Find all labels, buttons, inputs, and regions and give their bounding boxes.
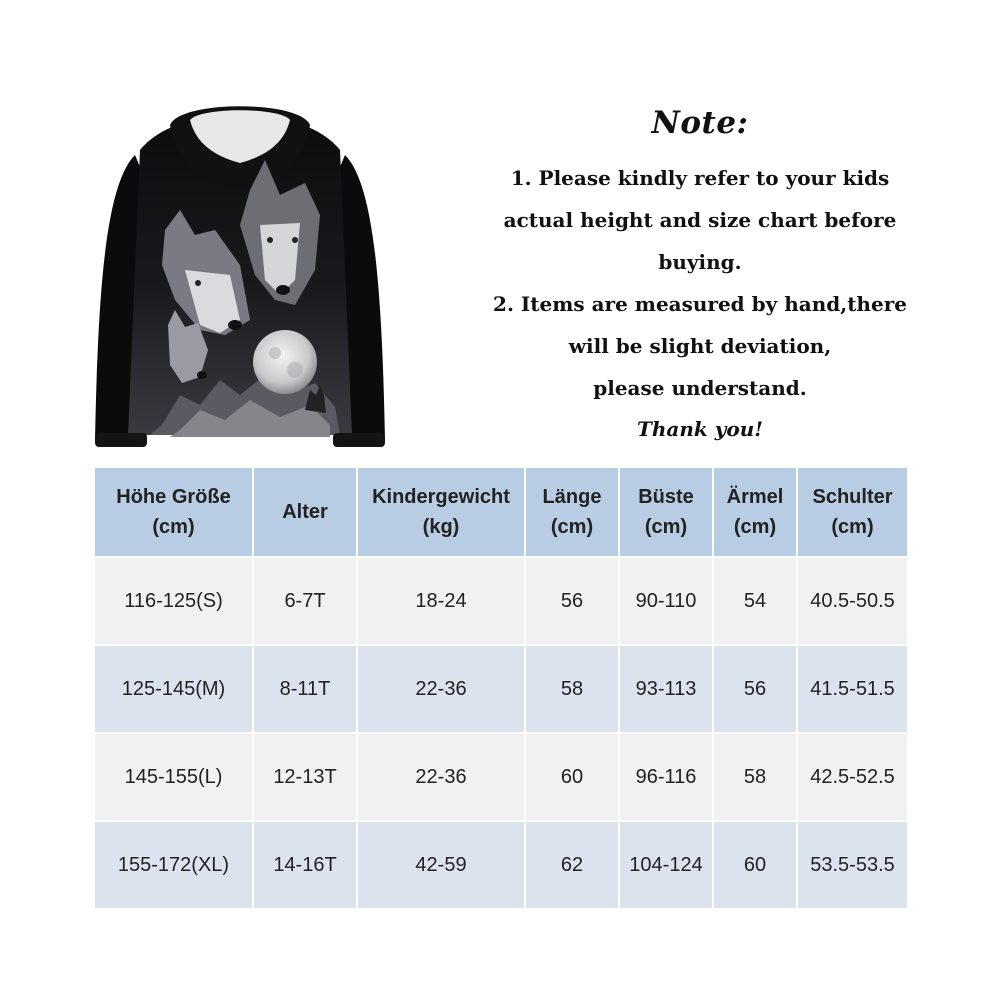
table-cell: 145-155(L): [95, 733, 253, 821]
table-cell: 104-124: [619, 821, 713, 908]
table-cell: 58: [713, 733, 797, 821]
table-cell: 96-116: [619, 733, 713, 821]
wolf-hoodie-illustration: [90, 95, 390, 450]
header-cell-length: [525, 468, 619, 557]
note-thanks: Thank you!: [636, 417, 764, 441]
table-row: [95, 733, 907, 821]
header-cell-bust: [619, 468, 713, 557]
header-cell-age: [253, 468, 357, 557]
note-line: 1. Please kindly refer to your kids: [510, 166, 890, 190]
table-cell: 155-172(XL): [95, 821, 253, 908]
header-unit: (cm): [733, 516, 777, 538]
table-row: [95, 821, 907, 908]
table-cell: 22-36: [357, 733, 525, 821]
header-label: Länge: [542, 486, 602, 508]
table-row: [95, 557, 907, 645]
header-cell-shoulder: [797, 468, 907, 557]
table-cell: 6-7T: [253, 557, 357, 645]
header-cell-child-weight: [357, 468, 525, 557]
table-cell: 54: [713, 557, 797, 645]
table-cell: 125-145(M): [95, 645, 253, 733]
header-cell-height-size: [95, 468, 253, 557]
note-line: 2. Items are measured by hand,there: [493, 292, 907, 316]
header-unit: (cm): [644, 516, 688, 538]
header-label: Büste: [638, 486, 694, 508]
product-image: [90, 95, 390, 450]
note-line: will be slight deviation,: [568, 334, 832, 358]
note-line: actual height and size chart before: [503, 208, 897, 232]
note-line: please understand.: [593, 376, 807, 400]
header-unit: (kg): [422, 516, 460, 538]
table-cell: 41.5-51.5: [797, 645, 907, 733]
table-cell: 22-36: [357, 645, 525, 733]
table-cell: 8-11T: [253, 645, 357, 733]
table-cell: 42.5-52.5: [797, 733, 907, 821]
table-cell: 60: [525, 733, 619, 821]
table-cell: 53.5-53.5: [797, 821, 907, 908]
table-cell: 12-13T: [253, 733, 357, 821]
header-unit: (cm): [152, 516, 195, 538]
table-cell: 60: [713, 821, 797, 908]
header-unit: (cm): [550, 516, 594, 538]
table-cell: 58: [525, 645, 619, 733]
size-chart-table: [95, 468, 907, 908]
note-line: buying.: [658, 250, 742, 274]
header-label: Höhe Größe: [116, 486, 231, 508]
header-cell-sleeve: [713, 468, 797, 557]
table-header-row: [95, 468, 907, 557]
table-cell: 93-113: [619, 645, 713, 733]
note-panel: [480, 105, 920, 449]
table-cell: 40.5-50.5: [797, 557, 907, 645]
table-cell: 14-16T: [253, 821, 357, 908]
table-cell: 42-59: [357, 821, 525, 908]
table-row: [95, 645, 907, 733]
header-label: Kindergewicht: [372, 486, 510, 508]
table-cell: 90-110: [619, 557, 713, 645]
note-title: Note:: [651, 105, 749, 141]
table-cell: 62: [525, 821, 619, 908]
table-cell: 56: [525, 557, 619, 645]
table-cell: 116-125(S): [95, 557, 253, 645]
header-unit: (cm): [831, 516, 874, 538]
header-label: Schulter: [812, 486, 893, 508]
table-cell: 18-24: [357, 557, 525, 645]
header-label: Alter: [282, 501, 328, 523]
header-label: Ärmel: [726, 486, 784, 508]
table-cell: 56: [713, 645, 797, 733]
